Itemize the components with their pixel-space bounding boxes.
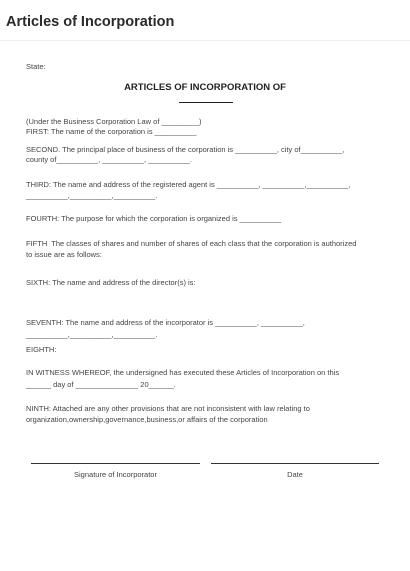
article-ninth-line-2: organization,ownership,governance,business,or affairs of the corporation xyxy=(26,415,268,424)
signature-line xyxy=(31,463,200,464)
date-label: Date xyxy=(287,470,303,479)
date-line xyxy=(211,463,379,464)
article-fifth-line-1: FIFTH The classes of shares and number of shares of each class that the corporation is authorized xyxy=(26,239,357,248)
article-third-line-2: __________,__________,__________. xyxy=(26,191,158,200)
article-seventh-line-2: __________,__________,__________. xyxy=(26,330,158,339)
article-ninth-line-1: NINTH: Attached are any other provisions that are not inconsistent with law relating to xyxy=(26,404,310,413)
article-first: FIRST: The name of the corporation is __________ xyxy=(26,127,197,136)
witness-line-1: IN WITNESS WHEREOF, the undersigned has executed these Articles of Incorporation on this xyxy=(26,368,340,377)
article-fourth: FOURTH: The purpose for which the corporation is organized is __________ xyxy=(26,214,282,223)
signature-label: Signature of Incorporator xyxy=(74,470,157,479)
article-eighth: EIGHTH: xyxy=(26,345,57,354)
witness-line-2: ______ day of _______________ 20______. xyxy=(26,380,176,389)
page-title: Articles of Incorporation xyxy=(6,14,175,30)
state-label: State: xyxy=(26,62,46,71)
article-seventh-line-1: SEVENTH: The name and address of the incorporator is __________, __________, xyxy=(26,318,305,327)
article-second-line-2: county of__________, __________, __________. xyxy=(26,155,192,164)
article-third-line-1: THIRD: The name and address of the registered agent is __________, __________,__________, xyxy=(26,180,351,189)
article-sixth: SIXTH: The name and address of the director(s) is: xyxy=(26,278,196,287)
title-blank-line xyxy=(179,102,233,103)
article-second-line-1: SECOND. The principal place of business of the corporation is __________, city of__________, xyxy=(26,145,345,154)
document-title: ARTICLES OF INCORPORATION OF xyxy=(124,82,286,93)
law-line: (Under the Business Corporation Law of _________) xyxy=(26,117,202,126)
article-fifth-line-2: to issue are as follows: xyxy=(26,250,102,259)
